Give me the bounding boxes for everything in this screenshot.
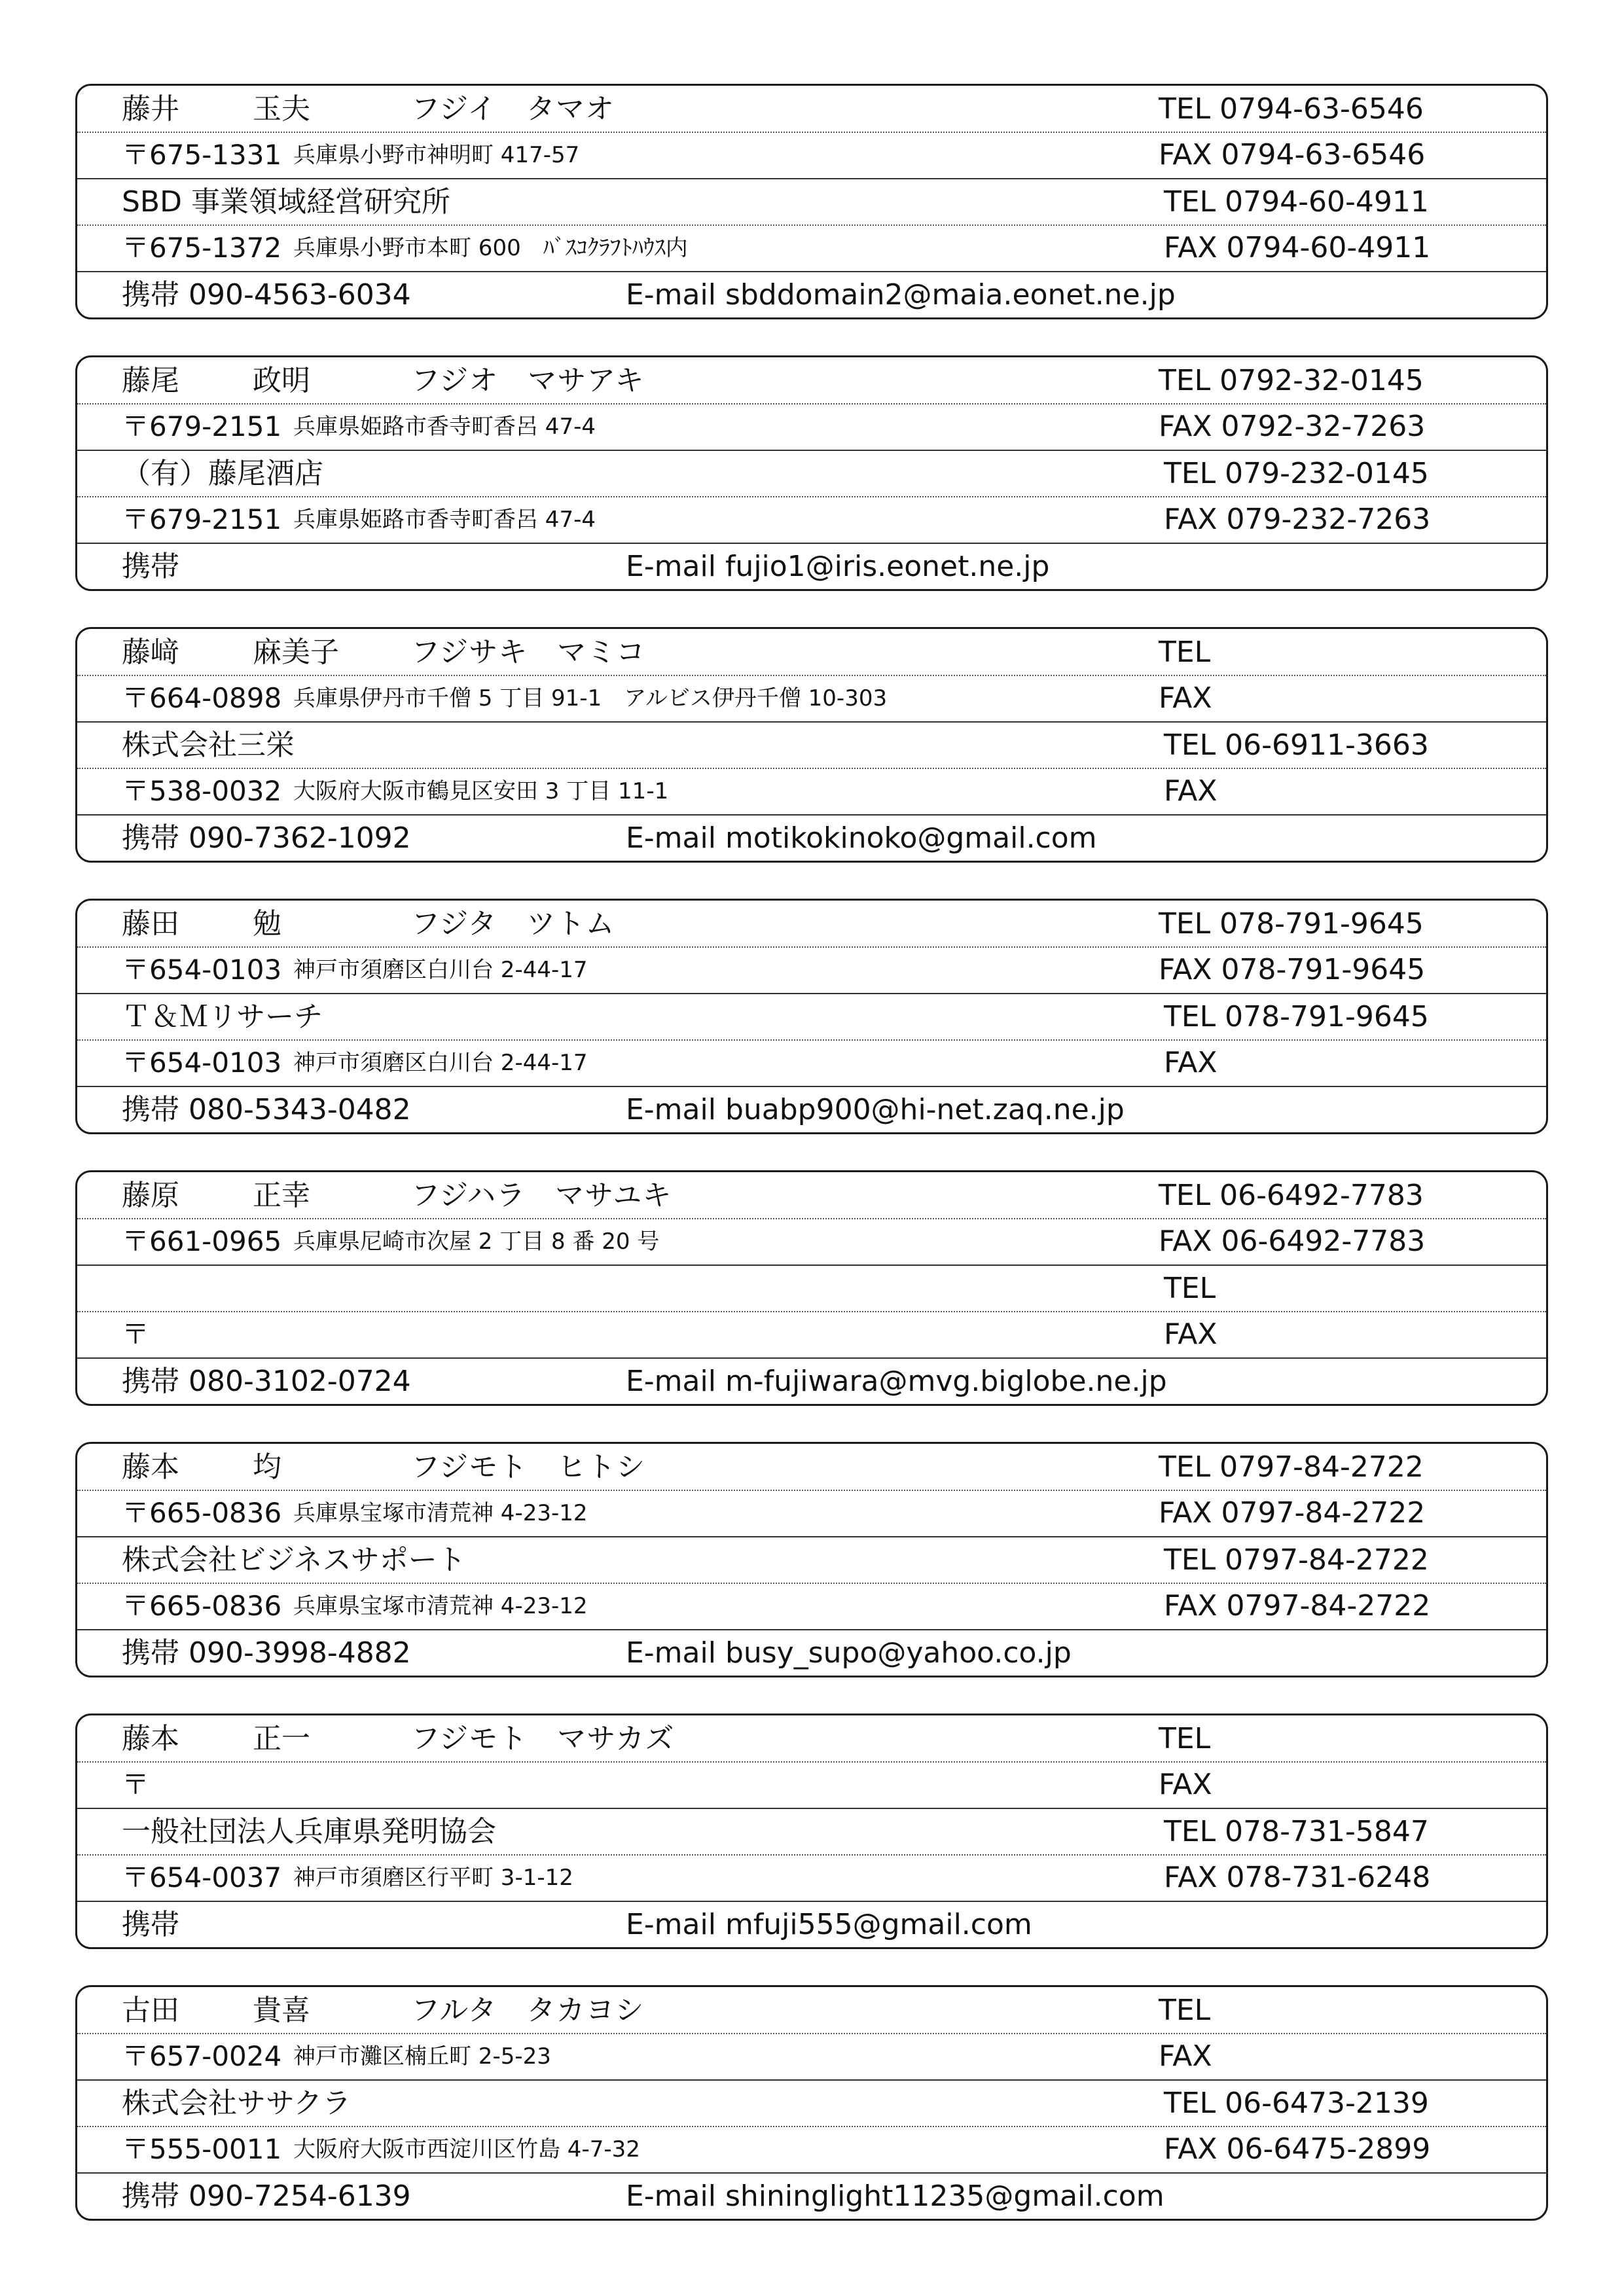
mobile-phone: 携帯 (122, 550, 179, 583)
home-fax: FAX 06-6492-7783 (1159, 1225, 1426, 1258)
email-address: E-mail fujio1@iris.eonet.ne.jp (626, 550, 1050, 583)
home-address: 兵庫県小野市神明町 417-57 (293, 142, 580, 168)
given-name: 政明 (253, 364, 310, 397)
given-name: 正一 (253, 1722, 310, 1755)
company-name: Ｔ＆Ｍリサーチ (122, 1000, 323, 1033)
contact-card (75, 355, 1548, 591)
home-zip: 〒657-0024 (122, 2040, 282, 2072)
home-tel: TEL 078-791-9645 (1159, 907, 1424, 941)
home-zip: 〒661-0965 (122, 1225, 282, 1257)
home-fax: FAX 0794-63-6546 (1159, 138, 1426, 171)
mobile-phone: 携帯 090-4563-6034 (122, 278, 411, 312)
home-tel: TEL 0797-84-2722 (1159, 1450, 1424, 1484)
contact-card (75, 1442, 1548, 1677)
office-tel: TEL (1164, 1272, 1216, 1305)
given-name: 均 (253, 1450, 281, 1484)
office-zip: 〒654-0037 (122, 1861, 282, 1893)
home-zip: 〒654-0103 (122, 954, 282, 986)
office-fax: FAX 079-232-7263 (1164, 503, 1431, 536)
office-address: 大阪府大阪市鶴見区安田 3 丁目 11-1 (293, 778, 669, 804)
home-address: 神戸市灘区楠丘町 2-5-23 (293, 2043, 551, 2070)
home-zip: 〒664-0898 (122, 682, 282, 714)
home-zip: 〒665-0836 (122, 1497, 282, 1529)
given-name: 麻美子 (253, 636, 339, 669)
office-fax: FAX 06-6475-2899 (1164, 2132, 1431, 2166)
email-address: E-mail busy_supo@yahoo.co.jp (626, 1636, 1072, 1670)
email-address: E-mail buabp900@hi-net.zaq.ne.jp (626, 1093, 1125, 1126)
name-kana: フジオ マサアキ (411, 364, 645, 397)
home-address: 兵庫県尼崎市次屋 2 丁目 8 番 20 号 (293, 1229, 660, 1255)
home-tel: TEL 06-6492-7783 (1159, 1179, 1424, 1212)
office-tel: TEL 06-6911-3663 (1164, 728, 1429, 762)
surname: 藤田 (122, 907, 179, 941)
given-name: 玉夫 (253, 92, 310, 126)
mobile-phone: 携帯 080-3102-0724 (122, 1365, 411, 1398)
surname: 古田 (122, 1994, 179, 2027)
home-fax: FAX 0792-32-7263 (1159, 410, 1426, 443)
surname: 藤本 (122, 1450, 179, 1484)
home-zip: 〒679-2151 (122, 410, 282, 442)
name-kana: フジモト マサカズ (411, 1722, 675, 1755)
company-name: SBD 事業領域経営研究所 (122, 185, 450, 219)
contact-card (75, 899, 1548, 1134)
home-fax: FAX 0797-84-2722 (1159, 1496, 1426, 1530)
office-zip: 〒555-0011 (122, 2133, 282, 2165)
home-fax: FAX (1159, 1768, 1212, 1801)
surname: 藤原 (122, 1179, 179, 1212)
office-zip: 〒 (122, 1318, 150, 1350)
mobile-phone: 携帯 090-7254-6139 (122, 2179, 411, 2213)
office-address: 兵庫県小野市本町 600 ﾊﾞｽｺｸﾗﾌﾄﾊｳｽ内 (293, 235, 688, 261)
given-name: 勉 (253, 907, 281, 941)
home-tel: TEL (1159, 1722, 1211, 1755)
email-address: E-mail motikokinoko@gmail.com (626, 821, 1097, 855)
office-tel: TEL 0794-60-4911 (1164, 185, 1429, 219)
name-kana: フジイ タマオ (411, 92, 615, 126)
office-address: 神戸市須磨区白川台 2-44-17 (293, 1050, 588, 1076)
company-name: 一般社団法人兵庫県発明協会 (122, 1815, 496, 1848)
office-zip: 〒654-0103 (122, 1047, 282, 1079)
email-address: E-mail mfuji555@gmail.com (626, 1908, 1032, 1941)
home-fax: FAX 078-791-9645 (1159, 953, 1426, 986)
home-address: 兵庫県伊丹市千僧 5 丁目 91-1 アルビス伊丹千僧 10-303 (293, 685, 888, 711)
home-tel: TEL 0794-63-6546 (1159, 92, 1424, 126)
office-zip: 〒679-2151 (122, 503, 282, 535)
given-name: 正幸 (253, 1179, 310, 1212)
office-fax: FAX 0797-84-2722 (1164, 1589, 1431, 1623)
name-kana: フルタ タカヨシ (411, 1994, 645, 2027)
mobile-phone: 携帯 090-7362-1092 (122, 821, 411, 855)
office-fax: FAX (1164, 774, 1218, 808)
email-address: E-mail m-fujiwara@mvg.biglobe.ne.jp (626, 1365, 1167, 1398)
company-name: 株式会社ササクラ (122, 2087, 352, 2120)
office-zip: 〒538-0032 (122, 775, 282, 807)
name-kana: フジモト ヒトシ (411, 1450, 646, 1484)
home-tel: TEL (1159, 1994, 1211, 2027)
office-zip: 〒665-0836 (122, 1590, 282, 1622)
contact-card (75, 1985, 1548, 2221)
home-tel: TEL 0792-32-0145 (1159, 364, 1424, 397)
given-name: 貴喜 (253, 1994, 310, 2027)
home-fax: FAX (1159, 2039, 1212, 2073)
office-tel: TEL 0797-84-2722 (1164, 1543, 1429, 1577)
email-address: E-mail sbddomain2@maia.eonet.ne.jp (626, 278, 1176, 312)
home-fax: FAX (1159, 681, 1212, 715)
office-tel: TEL 078-791-9645 (1164, 1000, 1429, 1033)
contact-card (75, 627, 1548, 863)
mobile-phone: 携帯 080-5343-0482 (122, 1093, 411, 1126)
contact-card (75, 1170, 1548, 1406)
office-zip: 〒675-1372 (122, 232, 282, 264)
company-name: 株式会社ビジネスサポート (122, 1543, 466, 1577)
surname: 藤﨑 (122, 636, 179, 669)
office-tel: TEL 06-6473-2139 (1164, 2087, 1429, 2120)
company-name: 株式会社三栄 (122, 728, 295, 762)
office-address: 兵庫県姫路市香寺町香呂 47-4 (293, 507, 596, 533)
mobile-phone: 携帯 (122, 1908, 179, 1941)
office-fax: FAX 078-731-6248 (1164, 1861, 1431, 1894)
surname: 藤井 (122, 92, 179, 126)
name-kana: フジハラ マサユキ (411, 1179, 672, 1212)
surname: 藤本 (122, 1722, 179, 1755)
home-zip: 〒 (122, 1768, 150, 1801)
name-kana: フジサキ マミコ (411, 636, 646, 669)
office-tel: TEL 078-731-5847 (1164, 1815, 1429, 1848)
office-tel: TEL 079-232-0145 (1164, 457, 1429, 490)
company-name: （有）藤尾酒店 (122, 457, 323, 490)
home-address: 兵庫県宝塚市清荒神 4-23-12 (293, 1500, 588, 1526)
contact-card (75, 1713, 1548, 1949)
contact-directory (75, 84, 1548, 2257)
office-fax: FAX (1164, 1318, 1218, 1351)
home-tel: TEL (1159, 636, 1211, 669)
office-fax: FAX 0794-60-4911 (1164, 231, 1431, 264)
home-zip: 〒675-1331 (122, 139, 282, 171)
office-address: 大阪府大阪市西淀川区竹島 4-7-32 (293, 2136, 640, 2162)
office-address: 兵庫県宝塚市清荒神 4-23-12 (293, 1593, 588, 1619)
surname: 藤尾 (122, 364, 179, 397)
office-fax: FAX (1164, 1046, 1218, 1079)
name-kana: フジタ ツトム (411, 907, 615, 941)
home-address: 神戸市須磨区白川台 2-44-17 (293, 957, 588, 983)
home-address: 兵庫県姫路市香寺町香呂 47-4 (293, 414, 596, 440)
email-address: E-mail shininglight11235@gmail.com (626, 2179, 1164, 2213)
mobile-phone: 携帯 090-3998-4882 (122, 1636, 411, 1670)
office-address: 神戸市須磨区行平町 3-1-12 (293, 1865, 573, 1891)
contact-card (75, 84, 1548, 319)
